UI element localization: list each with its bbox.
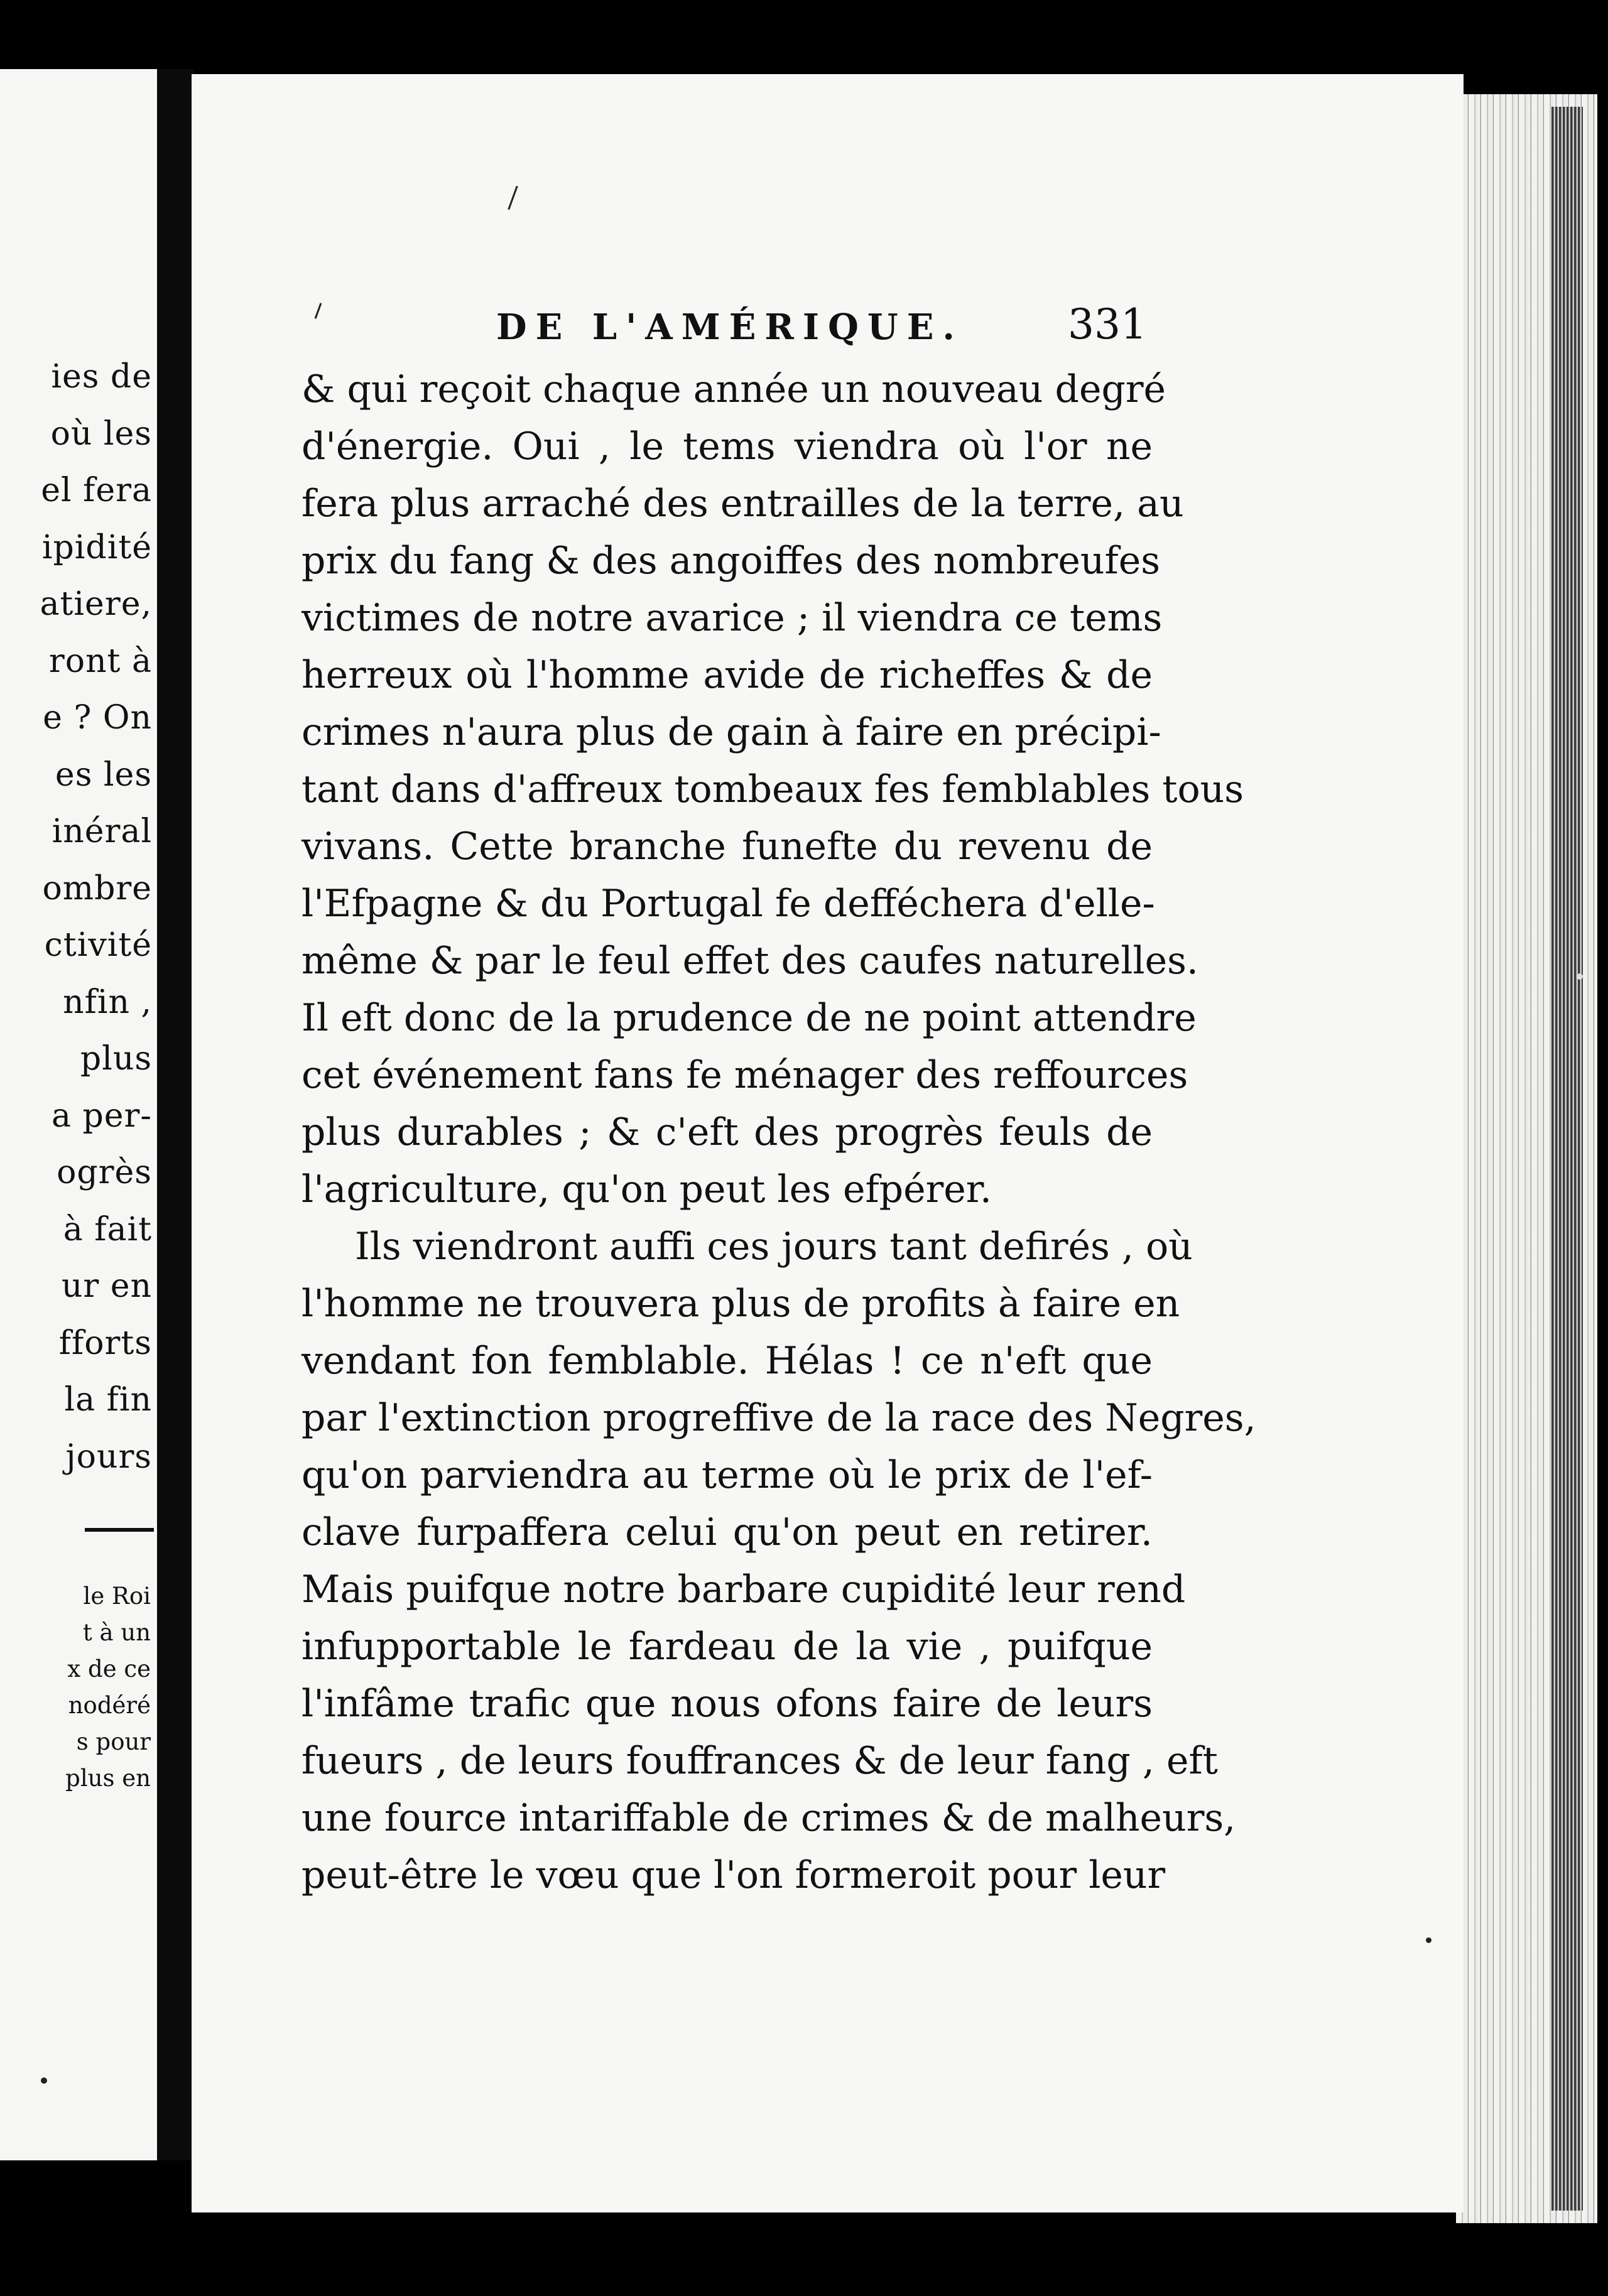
- previous-page: [0, 69, 157, 2160]
- text-line: l'infâme trafic que nous ofons faire de leurs: [302, 1682, 1153, 1726]
- previous-page-line: inéral: [52, 813, 152, 850]
- previous-page-line: plus: [80, 1040, 152, 1078]
- text-line: d'énergie. Oui , le tems viendra où l'or ne: [302, 425, 1153, 468]
- text-line: l'Efpagne & du Portugal fe defféchera d'elle-: [302, 882, 1155, 926]
- previous-page-footnote-line: le Roi: [83, 1583, 151, 1610]
- previous-page-line: e ? On: [43, 699, 152, 737]
- previous-page-line: ront à: [48, 642, 152, 680]
- text-line: peut-être le vœu que l'on formeroit pour leur: [302, 1853, 1166, 1897]
- text-line: tant dans d'affreux tombeaux fes femblables tous: [302, 767, 1244, 811]
- previous-page-line: a per-: [51, 1097, 152, 1135]
- previous-page-line: ctivité: [44, 926, 152, 964]
- previous-page-line: ombre: [42, 869, 152, 907]
- previous-page-line: ies de: [51, 358, 152, 396]
- text-line: prix du fang & des angoiffes des nombreufes: [302, 539, 1160, 583]
- previous-page-footnote-line: nodéré: [68, 1692, 151, 1719]
- text-line: l'homme ne trouvera plus de profits à faire en: [302, 1282, 1180, 1326]
- previous-page-line: ipidité: [41, 528, 152, 566]
- text-line: Mais puifque notre barbare cupidité leur rend: [302, 1568, 1186, 1611]
- previous-page-footnote-line: t à un: [82, 1619, 151, 1646]
- text-line: vendant fon femblable. Hélas ! ce n'eft que: [302, 1339, 1153, 1383]
- ink-speck: [1426, 1937, 1431, 1943]
- text-line: vivans. Cette branche funefte du revenu de: [302, 825, 1153, 869]
- previous-page-line: nfin ,: [63, 983, 152, 1021]
- previous-page-line: es les: [55, 755, 152, 794]
- previous-page-line: el fera: [41, 472, 152, 509]
- previous-page-footnote-line: x de ce: [67, 1655, 151, 1682]
- text-line: & qui reçoit chaque année un nouveau degré: [302, 367, 1166, 411]
- ink-speck: [41, 2077, 47, 2084]
- previous-page-line: où les: [50, 414, 152, 453]
- previous-page-line: la fin: [64, 1381, 152, 1419]
- text-line: même & par le feul effet des caufes naturelles.: [302, 939, 1198, 983]
- text-line: par l'extinction progreffive de la race des Negres,: [302, 1396, 1256, 1440]
- page-edges-shadow: [1551, 107, 1583, 2211]
- page-body-text: [302, 361, 1256, 1904]
- text-line: Il eft donc de la prudence de ne point attendre: [302, 996, 1197, 1040]
- text-line: Ils viendront auffi ces jours tant defirés , où: [355, 1225, 1193, 1269]
- text-line: crimes n'aura plus de gain à faire en précipi-: [302, 710, 1161, 754]
- previous-page-footnote-line: plus en: [65, 1765, 151, 1792]
- text-line: qu'on parviendra au terme où le prix de l'ef-: [302, 1453, 1153, 1497]
- text-line: cet événement fans fe ménager des reffources: [302, 1053, 1188, 1097]
- previous-page-line: jours: [65, 1438, 152, 1476]
- ink-speck: [1577, 973, 1583, 980]
- previous-page-line: à fait: [63, 1210, 152, 1248]
- previous-page-line: atiere,: [40, 585, 152, 623]
- text-line: l'agriculture, qu'on peut les efpérer.: [302, 1167, 992, 1211]
- previous-page-line: fforts: [58, 1324, 152, 1362]
- previous-page-line: ogrès: [57, 1154, 152, 1191]
- text-line: herreux où l'homme avide de richeffes & de: [302, 653, 1153, 697]
- text-line: clave furpaffera celui qu'on peut en retirer.: [302, 1510, 1153, 1554]
- page-number: 331: [1068, 300, 1147, 349]
- footnote-rule: [85, 1528, 154, 1532]
- text-line: fueurs , de leurs fouffrances & de leur fang , eft: [302, 1739, 1218, 1783]
- text-line: victimes de notre avarice ; il viendra ce tems: [302, 596, 1163, 640]
- book-gutter: [157, 69, 195, 2160]
- text-line: fera plus arraché des entrailles de la terre, au: [302, 482, 1184, 526]
- text-line: infupportable le fardeau de la vie , puifque: [302, 1625, 1153, 1669]
- running-header: DE L'AMÉRIQUE.: [496, 306, 964, 348]
- previous-page-line: ur en: [61, 1267, 152, 1305]
- text-line: plus durables ; & c'eft des progrès feuls de: [302, 1110, 1153, 1154]
- text-line: une fource intariffable de crimes & de malheurs,: [302, 1796, 1236, 1840]
- previous-page-footnote-line: s pour: [76, 1728, 151, 1755]
